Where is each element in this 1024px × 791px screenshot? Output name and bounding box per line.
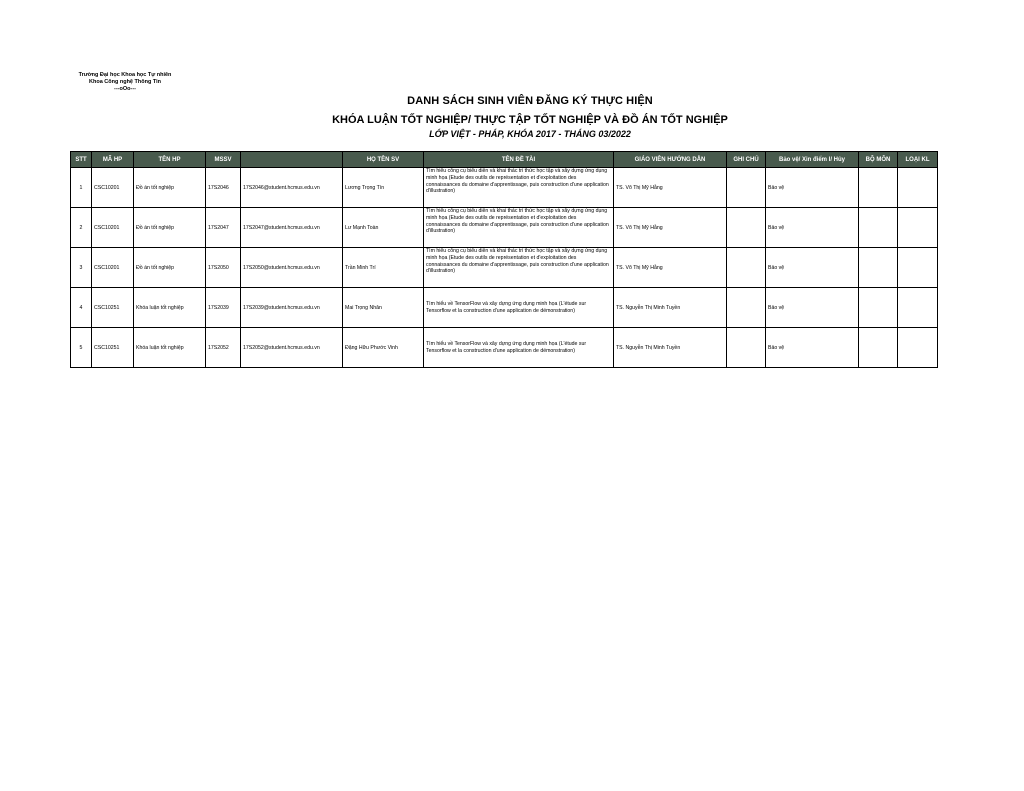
thesis-title-cell: Tìm hiểu công cụ biểu diễn và khai thác tri thức học tập và xây dựng ứng dụng minh họa (Etude des outils de représentation et d'exploitation des connaissances du domaine d'apprentissage, puis construction d'une application d'illustration) (424, 208, 614, 248)
thesis-title-cell: Tìm hiểu về TensorFlow và xây dựng ứng dụng minh họa (L'étude sur Tensorflow et la construction d'une application de démonstration) (424, 288, 614, 328)
student-name-cell: Mai Trọng Nhân (343, 288, 424, 328)
department-cell (859, 168, 898, 208)
email-cell: 17S2047@student.hcmus.edu.vn (241, 208, 343, 248)
column-header: STT (71, 152, 92, 168)
student-id-cell: 17S2052 (206, 328, 241, 368)
table-header-row (71, 152, 938, 168)
course-code-cell: CSC10201 (92, 168, 134, 208)
column-header: TÊN ĐỀ TÀI (424, 152, 614, 168)
document-title: DANH SÁCH SINH VIÊN ĐĂNG KÝ THỰC HIỆN (407, 95, 653, 107)
email-cell: 17S2046@student.hcmus.edu.vn (241, 168, 343, 208)
column-header: MÃ HP (92, 152, 134, 168)
student-name-cell: Trần Minh Trí (343, 248, 424, 288)
student-id-cell: 17S2047 (206, 208, 241, 248)
email-cell: 17S2052@student.hcmus.edu.vn (241, 328, 343, 368)
stt-cell: 1 (71, 168, 92, 208)
course-name-cell: Đồ án tốt nghiệp (134, 248, 206, 288)
stt-cell: 4 (71, 288, 92, 328)
table-row (71, 168, 938, 208)
course-code-cell: CSC10251 (92, 328, 134, 368)
faculty-name: Khoa Công nghệ Thông Tin (89, 79, 161, 85)
column-header: HỌ TÊN SV (343, 152, 424, 168)
university-name: Trường Đại học Khoa học Tự nhiên (78, 72, 172, 78)
department-cell (859, 288, 898, 328)
department-cell (859, 208, 898, 248)
defense-status-cell: Bảo vệ (766, 168, 859, 208)
student-name-cell: Đặng Hữu Phước Vinh (343, 328, 424, 368)
column-header: TÊN HP (134, 152, 206, 168)
email-cell: 17S2050@student.hcmus.edu.vn (241, 248, 343, 288)
thesis-type-cell (898, 208, 938, 248)
thesis-title-cell: Tìm hiểu công cụ biểu diễn và khai thác tri thức học tập và xây dựng ứng dụng minh họa (Etude des outils de représentation et d'exploitation des connaissances du domaine d'apprentissage, puis construction d'une application d'illustration) (424, 248, 614, 288)
thesis-title-cell: Tìm hiểu công cụ biểu diễn và khai thác tri thức học tập và xây dựng ứng dụng minh họa (Etude des outils de représentation et d'exploitation des connaissances du domaine d'apprentissage, puis construction d'une application d'illustration) (424, 168, 614, 208)
separator-text: ---oOo--- (114, 86, 136, 92)
advisor-cell: TS. Võ Thị Mỹ Hằng (614, 248, 727, 288)
student-id-cell: 17S2039 (206, 288, 241, 328)
table-row (71, 208, 938, 248)
advisor-cell: TS. Nguyễn Thị Minh Tuyền (614, 288, 727, 328)
stt-cell: 5 (71, 328, 92, 368)
table-row (71, 328, 938, 368)
course-name-cell: Khóa luận tốt nghiệp (134, 288, 206, 328)
student-name-cell: Lương Trọng Tín (343, 168, 424, 208)
thesis-type-cell (898, 288, 938, 328)
course-code-cell: CSC10201 (92, 208, 134, 248)
student-id-cell: 17S2046 (206, 168, 241, 208)
stt-cell: 2 (71, 208, 92, 248)
defense-status-cell: Bảo vệ (766, 248, 859, 288)
defense-status-cell: Bảo vệ (766, 328, 859, 368)
table-row (71, 288, 938, 328)
column-header: Bảo vệ/ Xin điểm I/ Hủy (766, 152, 859, 168)
advisor-cell: TS. Võ Thị Mỹ Hằng (614, 208, 727, 248)
advisor-cell: TS. Võ Thị Mỹ Hằng (614, 168, 727, 208)
student-id-cell: 17S2050 (206, 248, 241, 288)
course-name-cell: Đồ án tốt nghiệp (134, 168, 206, 208)
column-header: MSSV (206, 152, 241, 168)
column-header: LOẠI KL (898, 152, 938, 168)
course-name-cell: Đồ án tốt nghiệp (134, 208, 206, 248)
thesis-title-cell: Tìm hiểu về TensorFlow và xây dựng ứng dụng minh họa (L'étude sur Tensorflow et la construction d'une application de démonstration) (424, 328, 614, 368)
table-row (71, 248, 938, 288)
class-info: LỚP VIỆT - PHÁP, KHÓA 2017 - THÁNG 03/2022 (429, 129, 631, 139)
column-header (241, 152, 343, 168)
department-cell (859, 328, 898, 368)
document-subtitle: KHÓA LUẬN TỐT NGHIỆP/ THỰC TẬP TỐT NGHIỆP VÀ ĐỒ ÁN TỐT NGHIỆP (332, 114, 728, 126)
thesis-type-cell (898, 248, 938, 288)
student-name-cell: Lư Mạnh Toàn (343, 208, 424, 248)
note-cell (727, 328, 766, 368)
note-cell (727, 248, 766, 288)
department-cell (859, 248, 898, 288)
note-cell (727, 208, 766, 248)
column-header: BỘ MÔN (859, 152, 898, 168)
column-header: GHI CHÚ (727, 152, 766, 168)
stt-cell: 3 (71, 248, 92, 288)
email-cell: 17S2039@student.hcmus.edu.vn (241, 288, 343, 328)
note-cell (727, 288, 766, 328)
course-code-cell: CSC10201 (92, 248, 134, 288)
column-header: GIÁO VIÊN HƯỚNG DẪN (614, 152, 727, 168)
defense-status-cell: Bảo vệ (766, 208, 859, 248)
thesis-type-cell (898, 168, 938, 208)
organization-header (70, 72, 180, 93)
defense-status-cell: Bảo vệ (766, 288, 859, 328)
note-cell (727, 168, 766, 208)
advisor-cell: TS. Nguyễn Thị Minh Tuyền (614, 328, 727, 368)
student-list-table (70, 151, 938, 368)
course-name-cell: Khóa luận tốt nghiệp (134, 328, 206, 368)
thesis-type-cell (898, 328, 938, 368)
course-code-cell: CSC10251 (92, 288, 134, 328)
